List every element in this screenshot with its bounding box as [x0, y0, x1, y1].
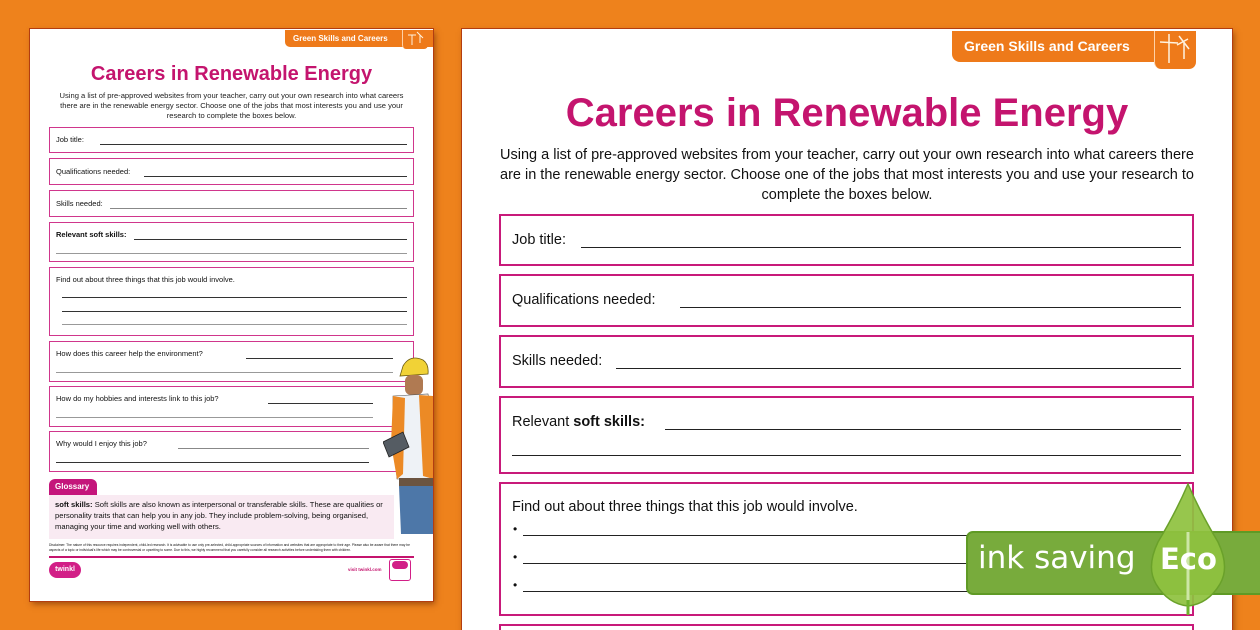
header-tab-label: Green Skills and Careers — [964, 38, 1130, 54]
environment-box — [499, 624, 1194, 630]
answer-line[interactable] — [110, 208, 407, 209]
enjoy-box — [49, 431, 414, 472]
hobbies-box — [49, 386, 414, 427]
box-label: Qualifications needed: — [512, 292, 656, 308]
label-bold: soft skills: — [573, 414, 645, 430]
intro-text: Using a list of pre-approved websites from your teacher, carry out your own research into what careers there are in the renewable energy sector. Choose one of the jobs that most interests you and use your research to complete the boxes below. — [59, 91, 404, 120]
answer-line[interactable] — [62, 311, 407, 312]
answer-line[interactable] — [100, 144, 407, 145]
answer-line[interactable] — [56, 253, 407, 254]
answer-line[interactable] — [56, 462, 369, 463]
bullet: • — [513, 522, 518, 536]
box-label: Job title: — [56, 135, 84, 144]
answer-line[interactable] — [62, 297, 407, 298]
intro-text: Using a list of pre-approved websites from your teacher, carry out your own research into what careers there are in the renewable energy sector. Choose one of the jobs that most interests you and use your research to complete the boxes below. — [500, 147, 1194, 203]
glossary-term: soft skills: — [55, 500, 93, 509]
wind-turbine-icon — [1154, 31, 1196, 69]
answer-line[interactable] — [616, 368, 1181, 369]
twinkl-logo: twinkl — [49, 562, 81, 578]
box-label — [512, 414, 645, 430]
visit-link[interactable]: visit twinkl.com — [348, 567, 382, 572]
answer-line[interactable] — [268, 403, 373, 404]
bullet: • — [513, 578, 518, 592]
worksheet-thumbnail — [30, 29, 433, 601]
construction-worker-illustration — [383, 354, 433, 534]
qualifications-box — [49, 158, 414, 185]
job-title-box — [499, 214, 1194, 266]
skills-box — [499, 335, 1194, 388]
box-label: How do my hobbies and interests link to this job? — [56, 394, 219, 403]
soft-skills-box — [49, 222, 414, 262]
box-label: Find out about three things that this job would involve. — [56, 275, 235, 284]
environment-box — [49, 341, 414, 382]
job-involves-box — [49, 267, 414, 336]
box-label: Relevant soft skills: — [56, 230, 127, 239]
job-title-box — [49, 127, 414, 153]
answer-line[interactable] — [56, 372, 393, 373]
header-tab — [285, 30, 433, 47]
box-label: Skills needed: — [56, 199, 103, 208]
page-title: Careers in Renewable Energy — [90, 63, 373, 85]
answer-line[interactable] — [512, 455, 1181, 456]
box-label: Qualifications needed: — [56, 167, 131, 176]
bullet: • — [513, 550, 518, 564]
box-label: Skills needed: — [512, 353, 603, 369]
qualifications-box — [499, 274, 1194, 327]
eco-label: Eco — [1160, 542, 1217, 576]
label-prefix: Relevant — [512, 414, 574, 430]
answer-line[interactable] — [178, 448, 369, 449]
glossary-box — [49, 495, 394, 539]
answer-line[interactable] — [62, 324, 407, 325]
answer-line[interactable] — [144, 176, 407, 177]
footer-divider — [49, 556, 414, 558]
skills-box — [49, 190, 414, 217]
box-label: Job title: — [512, 232, 566, 248]
answer-line[interactable] — [246, 358, 393, 359]
box-label: Why would I enjoy this job? — [56, 439, 147, 448]
wind-turbine-icon — [402, 30, 428, 49]
header-tab-label: Green Skills and Careers — [293, 34, 388, 43]
answer-line[interactable] — [581, 247, 1181, 248]
glossary-tab: Glossary — [49, 479, 97, 495]
answer-line[interactable] — [680, 307, 1181, 308]
box-label: How does this career help the environment? — [56, 349, 203, 358]
answer-line[interactable] — [56, 417, 373, 418]
disclaimer-text: Disclaimer: The nature of this resource requires independent, child-led research. It is advisable to use only pre-selected, child-appropriate sources of information and websites that are appropriate to their age. Please also be aware that there may be aspects of a topic or individual's life which may be controversial or upsetting to some. Due to this, we highly recommend that you carefully consider all research activities before undertaking them with children. — [49, 543, 410, 552]
answer-line[interactable] — [665, 429, 1181, 430]
page-title: Careers in Renewable Energy — [565, 91, 1129, 135]
header-tab — [952, 31, 1196, 62]
quality-badge-icon — [389, 559, 411, 581]
glossary-definition: Soft skills are also known as interpersonal or transferable skills. These are qualities or personality traits that can help you in any job. They include problem-solving, being organised, managing your time and working well with others. — [55, 500, 383, 531]
answer-line[interactable] — [134, 239, 407, 240]
box-label: Find out about three things that this job would involve. — [512, 499, 858, 515]
ink-saving-label: ink saving — [978, 540, 1136, 576]
soft-skills-box — [499, 396, 1194, 474]
